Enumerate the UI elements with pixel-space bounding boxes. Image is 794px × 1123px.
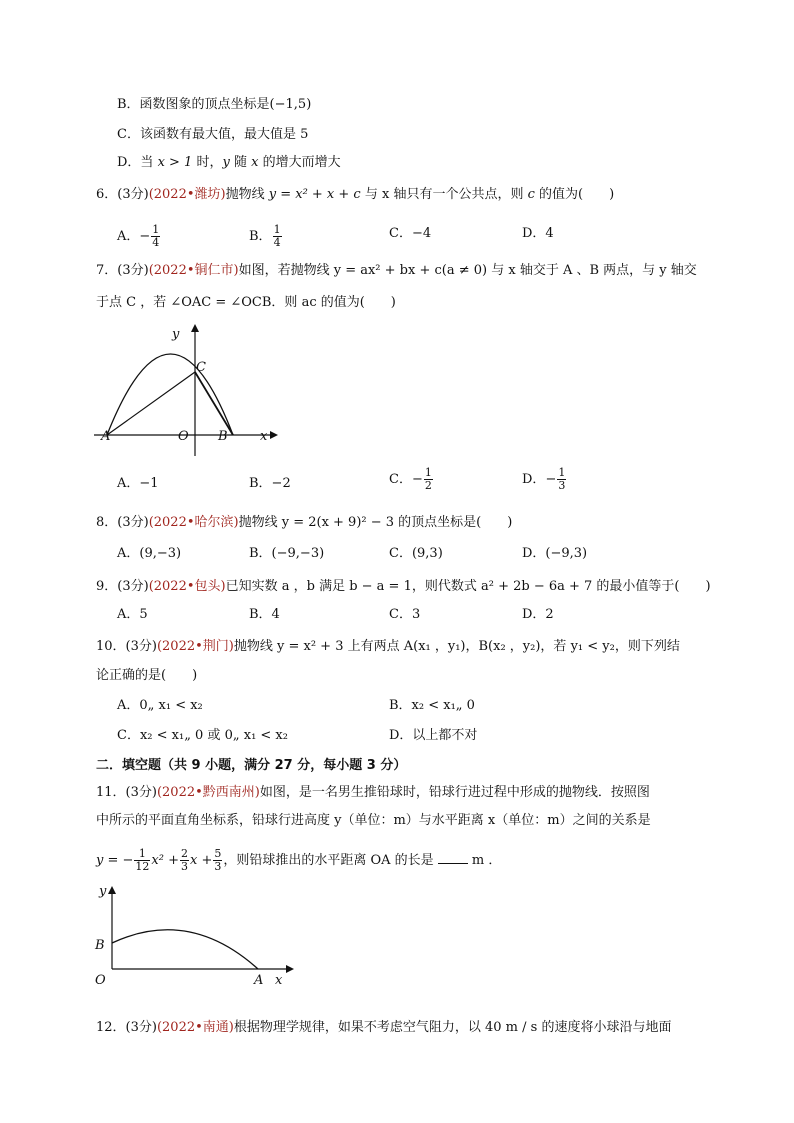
point-b-label: B — [218, 429, 228, 444]
q9-option-a: A．5 — [117, 607, 148, 622]
q11-stem-line2: 中所示的平面直角坐标系，铅球行进高度 y（单位：m）与水平距离 x（单位：m）之间的关系是 — [96, 813, 651, 828]
q10-option-b: B．x₂ < x₁„ 0 — [389, 698, 475, 713]
q7-figure — [92, 320, 282, 462]
q8-source: (2022•哈尔滨) — [148, 515, 239, 530]
q9-option-d: D．2 — [522, 607, 554, 622]
q5-option-d: D．当 x > 1 时，y 随 x 的增大而增大 — [117, 155, 341, 170]
q7-stem-line1: 7．(3分)(2022•铜仁市)如图，若抛物线 y = ax² + bx + c(a ≠ 0) 与 x 轴交于 A 、B 两点，与 y 轴交 — [96, 263, 697, 278]
point-a-label: A — [101, 429, 111, 444]
q5-option-b: B．函数图象的顶点坐标是(−1,5) — [117, 97, 312, 112]
point-a-label: A — [254, 973, 264, 988]
q9-option-b: B．4 — [249, 607, 280, 622]
q9-option-c: C．3 — [389, 607, 421, 622]
x-label: x — [275, 973, 283, 988]
q7-option-d: D．− $\frac{1}{3}$ — [522, 466, 566, 492]
q8-option-a: A．(9,−3) — [117, 546, 182, 561]
q7-option-a: A．−1 — [117, 476, 159, 491]
point-b-label: B — [95, 938, 105, 953]
q6-option-c: C．−4 — [389, 226, 432, 241]
origin-label: O — [95, 973, 106, 988]
q11-answer-blank[interactable] — [438, 851, 468, 864]
q6-option-a: A．− $\frac{1}{4}$ — [117, 223, 160, 249]
q7-stem-line2: 于点 C ，若 ∠OAC = ∠OCB．则 ac 的值为( ) — [96, 295, 396, 310]
x-axis-arrow — [270, 431, 278, 439]
q9-source: (2022•包头) — [148, 579, 226, 594]
origin-label: O — [178, 429, 189, 444]
x-label: x — [260, 429, 268, 444]
q10-option-c: C．x₂ < x₁„ 0 或 0„ x₁ < x₂ — [117, 728, 288, 743]
q8-stem: 8．(3分)(2022•哈尔滨)抛物线 y = 2(x + 9)² − 3 的顶点坐标是( ) — [96, 515, 513, 530]
parabola — [107, 354, 233, 435]
trajectory-parabola — [112, 930, 258, 969]
q7-option-b: B．−2 — [249, 476, 291, 491]
q10-option-d: D．以上都不对 — [389, 728, 478, 743]
q8-option-b: B．(−9,−3) — [249, 546, 325, 561]
x-axis-arrow — [286, 965, 294, 973]
q10-option-a: A．0„ x₁ < x₂ — [117, 698, 203, 713]
q8-option-d: D．(−9,3) — [522, 546, 588, 561]
q10-stem-line2: 论正确的是( ) — [96, 668, 198, 683]
q7-source: (2022•铜仁市) — [148, 263, 239, 278]
q10-stem-line1: 10．(3分)(2022•荆门)抛物线 y = x² + 3 上有两点 A(x₁ ，y₁)，B(x₂ ，y₂)，若 y₁ < y₂，则下列结 — [96, 639, 680, 654]
q10-source: (2022•荆门) — [156, 639, 234, 654]
q11-figure — [90, 880, 300, 988]
q8-option-c: C．(9,3) — [389, 546, 443, 561]
y-axis-arrow — [108, 886, 116, 894]
q6-option-b: B． $\frac{1}{4}$ — [249, 223, 281, 249]
q5-option-c: C．该函数有最大值，最大值是 5 — [117, 127, 309, 142]
q9-stem: 9．(3分)(2022•包头)已知实数 a ，b 满足 b − a = 1，则代数式 a² + 2b − 6a + 7 的最小值等于( ) — [96, 579, 711, 594]
y-axis-arrow — [191, 324, 199, 332]
y-label: y — [172, 327, 180, 342]
q11-stem-line1: 11．(3分)(2022•黔西南州)如图，是一名男生推铅球时，铅球行进过程中形成的抛物线．按照图 — [96, 785, 650, 800]
q6-option-d: D．4 — [522, 226, 554, 241]
section-2-heading: 二．填空题（共 9 小题，满分 27 分，每小题 3 分） — [96, 758, 407, 773]
q11-source: (2022•黔西南州) — [156, 785, 260, 800]
point-c-label: C — [196, 360, 206, 375]
q12-stem: 12．(3分)(2022•南通)根据物理学规律，如果不考虑空气阻力，以 40 m / s 的速度将小球沿与地面 — [96, 1020, 672, 1035]
q6-source: (2022•潍坊) — [148, 187, 226, 202]
q11-equation-line: y = − $\frac{1}{12}$ x² + $\frac{2}{3}$ x + $\frac{5}{3}$ ，则铅球推出的水平距离 OA 的长是 m ． — [96, 847, 502, 873]
q6-stem: 6．(3分)(2022•潍坊)抛物线 y = x² + x + c 与 x 轴只有一个公共点，则 c 的值为( ) — [96, 187, 615, 202]
segment-cb — [195, 372, 233, 435]
q12-source: (2022•南通) — [156, 1020, 234, 1035]
q7-option-c: C．− $\frac{1}{2}$ — [389, 466, 432, 492]
y-label: y — [99, 884, 107, 899]
segment-ac — [107, 372, 195, 435]
